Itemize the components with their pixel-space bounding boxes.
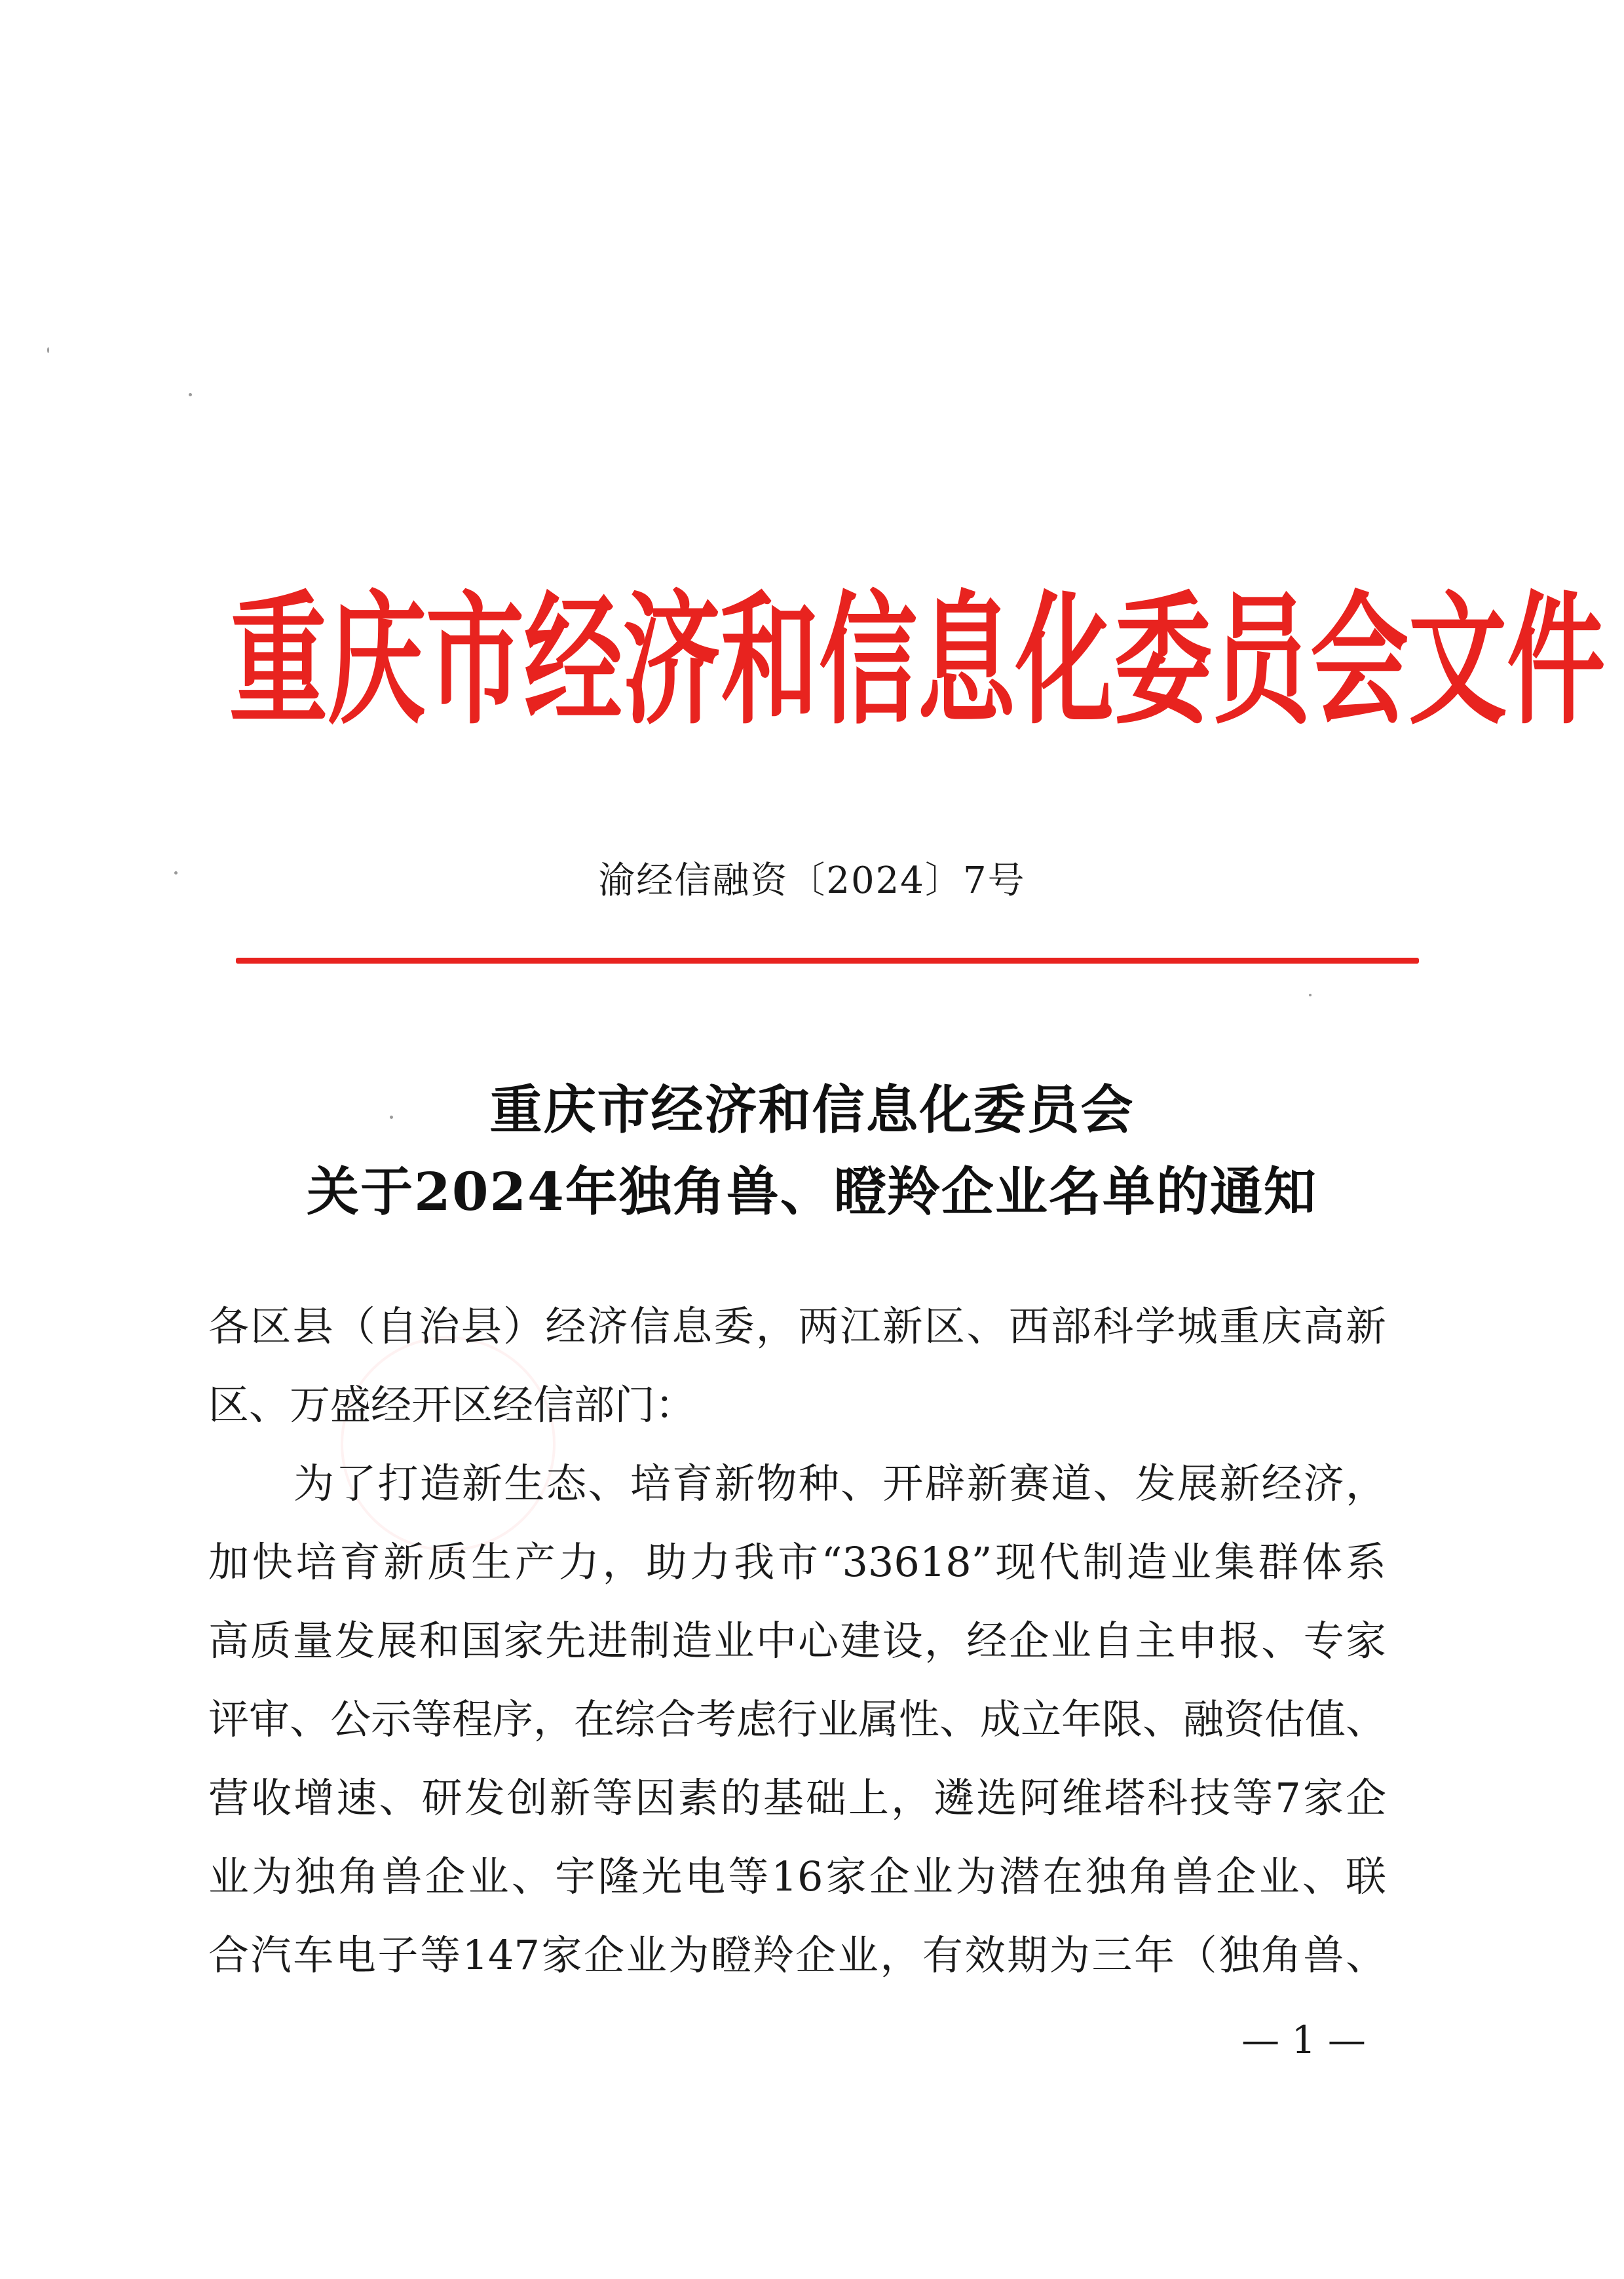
body-line-2: 区、万盛经开区经信部门： xyxy=(208,1381,696,1429)
masthead-char: 经 xyxy=(524,578,623,745)
scan-speck xyxy=(1309,994,1312,996)
masthead-char: 会 xyxy=(1310,578,1409,745)
masthead-char: 重 xyxy=(229,578,328,745)
body-line-7: 营收增速、研发创新等因素的基础上，遴选阿维塔科技等7家企 xyxy=(208,1774,1386,1822)
body-line-9: 合汽车电子等147家企业为瞪羚企业，有效期为三年（独角兽、 xyxy=(208,1931,1386,1979)
body-line-3: 为了打造新生态、培育新物种、开辟新赛道、发展新经济， xyxy=(293,1460,1386,1507)
masthead-char: 员 xyxy=(1212,578,1311,745)
notice-title-line-2: 关于2024年独角兽、瞪羚企业名单的通知 xyxy=(307,1161,1317,1222)
masthead-char: 文 xyxy=(1408,578,1507,745)
body-line-6: 评审、公示等程序，在综合考虑行业属性、成立年限、融资估值、 xyxy=(208,1695,1387,1743)
page-number: — 1 — xyxy=(1241,2018,1366,2062)
scan-speck xyxy=(189,393,192,396)
masthead-char: 息 xyxy=(917,578,1016,745)
masthead-char: 信 xyxy=(819,578,918,745)
masthead-title xyxy=(229,538,1606,785)
masthead-char: 市 xyxy=(426,578,525,745)
notice-title-line-1: 重庆市经济和信息化委员会 xyxy=(489,1079,1135,1140)
faint-seal-mark xyxy=(341,1336,556,1551)
masthead-char: 委 xyxy=(1114,578,1213,745)
masthead-char: 和 xyxy=(721,578,820,745)
scan-speck xyxy=(174,871,178,875)
masthead-char: 件 xyxy=(1507,578,1606,745)
masthead-char: 化 xyxy=(1015,578,1114,745)
body-line-5: 高质量发展和国家先进制造业中心建设，经企业自主申报、专家 xyxy=(208,1617,1386,1665)
scan-speck xyxy=(47,347,49,353)
scan-speck xyxy=(390,1116,393,1119)
body-line-4: 加快培育新质生产力，助力我市“33618”现代制造业集群体系 xyxy=(208,1538,1386,1586)
document-number: 渝经信融资〔2024〕7号 xyxy=(598,859,1026,902)
red-divider-line xyxy=(236,958,1419,964)
body-line-1: 各区县（自治县）经济信息委，两江新区、西部科学城重庆高新 xyxy=(208,1302,1386,1350)
masthead-char: 庆 xyxy=(328,578,426,745)
body-line-8: 业为独角兽企业、宇隆光电等16家企业为潜在独角兽企业、联 xyxy=(208,1853,1386,1900)
masthead-char: 济 xyxy=(622,578,721,745)
